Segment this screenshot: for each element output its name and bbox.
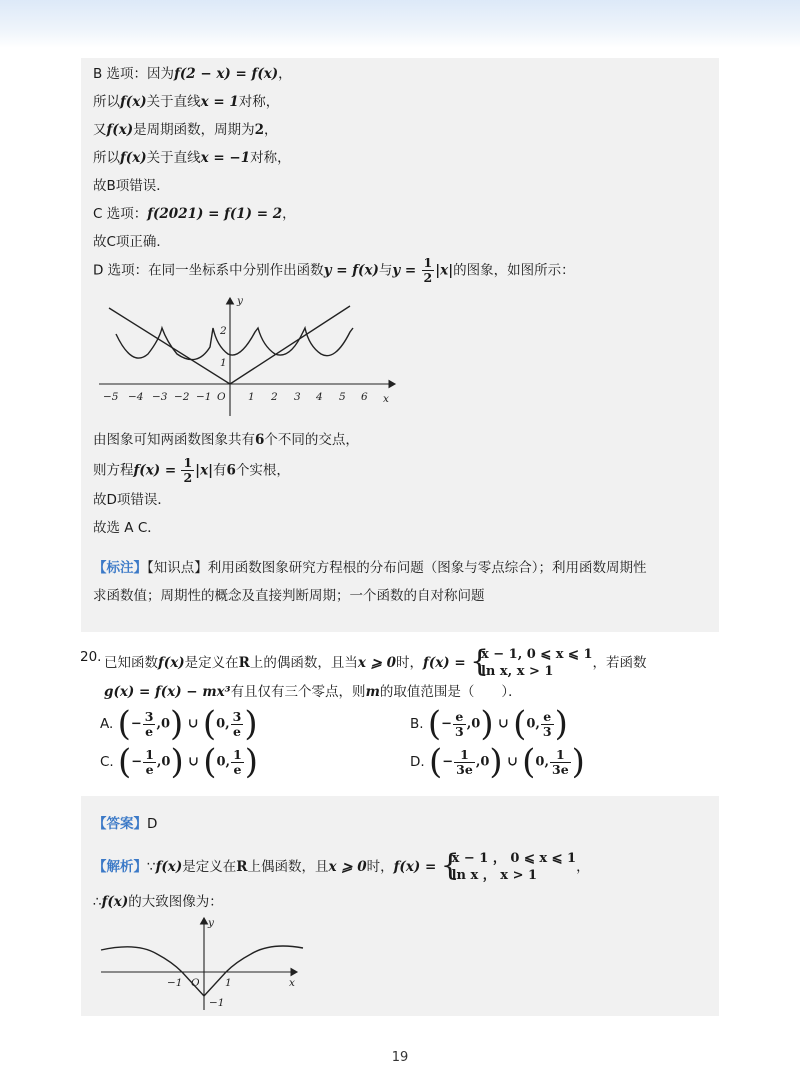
piecewise-definition: { x − 1, 0 ⩽ x ⩽ 1 ln x, x > 1 [469,644,593,679]
analysis-tag: 【解析】 [93,859,147,875]
graph1-x-tick: 4 [316,391,323,403]
analysis-piecewise: { x − 1 ， 0 ⩽ x ⩽ 1 ln x ， x > 1 [440,848,577,883]
answer-panel [81,796,719,1016]
graph1-x-tick: −4 [128,391,144,403]
graph1-x-tick: 3 [294,391,301,403]
knowledge-note-line1: 【标注】【知识点】利用函数图象研究方程根的分布问题（图象与零点综合）；利用函数周期性 [93,560,647,576]
solution-line-b2: 所以f(x)关于直线x = 1对称， [93,94,280,110]
graph1-x-tick: 2 [271,391,278,403]
answer-line: 【答案】D [93,816,158,832]
page-number: 19 [391,1050,409,1065]
knowledge-note-line2: 求函数值；周期性的概念及直接判断周期；一个函数的自对称问题 [93,588,485,604]
analysis-line2: ∴f(x)的大致图像为： [93,894,223,910]
solution-line-b4: 所以f(x)关于直线x = −1对称， [93,150,291,166]
graph2-x-label: x [289,977,295,989]
graph1-x-tick: 5 [339,391,346,403]
page-header-band [0,0,800,48]
question-text-line2: g(x) = f(x) − mx³有且仅有三个零点，则m的取值范围是（ ）． [104,684,522,700]
solution-line-b3: 又f(x)是周期函数，周期为2， [93,122,278,138]
graph1-y-label: y [237,295,243,307]
solution-line-d1: D 选项：在同一坐标系中分别作出函数y = f(x)与y = $\frac{1}{2}$ |x|的图象，如图所示： [93,255,575,285]
graph2-y-label: y [208,917,214,929]
graph2-fx-curve [101,946,303,996]
graph-fx-rough [97,914,317,1014]
solution-line-c2: 故C项正确． [93,234,170,250]
graph2-origin: O [191,977,200,989]
graph1-origin: O [217,391,226,403]
option-c[interactable]: C. (− $\frac{1}{e}$ ,0) ∪ (0, $\frac{1}{e}$ ) [100,742,259,782]
question-number: 20. [80,649,102,665]
graph1-x-tick: 1 [248,391,255,403]
option-d[interactable]: D. (− $\frac{1}{3e}$ ,0) ∪ (0, $\frac{1}{3e}$ ) [410,742,585,782]
solution-line-c1: C 选项：f(2021) = f(1) = 2， [93,206,296,222]
graph1-x-tick: −3 [152,391,168,403]
solution-line-b5: 故B项错误． [93,178,170,194]
graph1-x-tick: 6 [361,391,368,403]
graph1-x-tick: −5 [103,391,119,403]
solution-line-final: 故选 A C． [93,520,161,536]
graph2-y-tick-neg1: −1 [209,997,225,1009]
option-a[interactable]: A. (− $\frac{3}{e}$ ,0) ∪ (0, $\frac{3}{e}$ ) [100,704,258,744]
solution-line-d3: 则方程f(x) = $\frac{1}{2}$ |x|有6个实根， [93,455,290,485]
option-b[interactable]: B. (− $\frac{e}{3}$ ,0) ∪ (0, $\frac{e}{3}$ ) [410,704,568,744]
graph1-x-tick: −1 [196,391,212,403]
graph-fx-and-half-abs-x [95,292,405,422]
note-tag: 【标注】 [93,560,147,576]
answer-tag: 【答案】 [93,816,147,832]
fraction-half: $\frac{1}{2}$ [423,255,433,285]
solution-panel [81,58,719,632]
graph1-fx-curve [116,328,353,360]
graph2-x-tick-pos1: 1 [225,977,232,989]
analysis-line1: 【解析】∵f(x)是定义在R上偶函数，且x ⩾ 0时，f(x) = { x − 1 ， 0 ⩽ x ⩽ 1 ln x ， x > 1 ， [93,848,590,883]
graph1-x-tick: −2 [174,391,190,403]
graph2-x-tick-neg1: −1 [167,977,183,989]
solution-line-d2: 由图象可知两函数图象共有6个不同的交点， [93,432,359,448]
question-text-line1: 已知函数f(x)是定义在R上的偶函数，且当x ⩾ 0时，f(x) = { x − 1, 0 ⩽ x ⩽ 1 ln x, x > 1 ，若函数 [104,644,647,679]
graph1-x-label: x [383,393,389,405]
graph1-y-tick-1: 1 [220,357,227,369]
graph1-y-tick-2: 2 [220,325,227,337]
fraction-half: $\frac{1}{2}$ [183,455,193,485]
solution-line-d4: 故D项错误． [93,492,171,508]
solution-line-b1: B 选项：因为f(2 − x) = f(x)， [93,66,292,82]
